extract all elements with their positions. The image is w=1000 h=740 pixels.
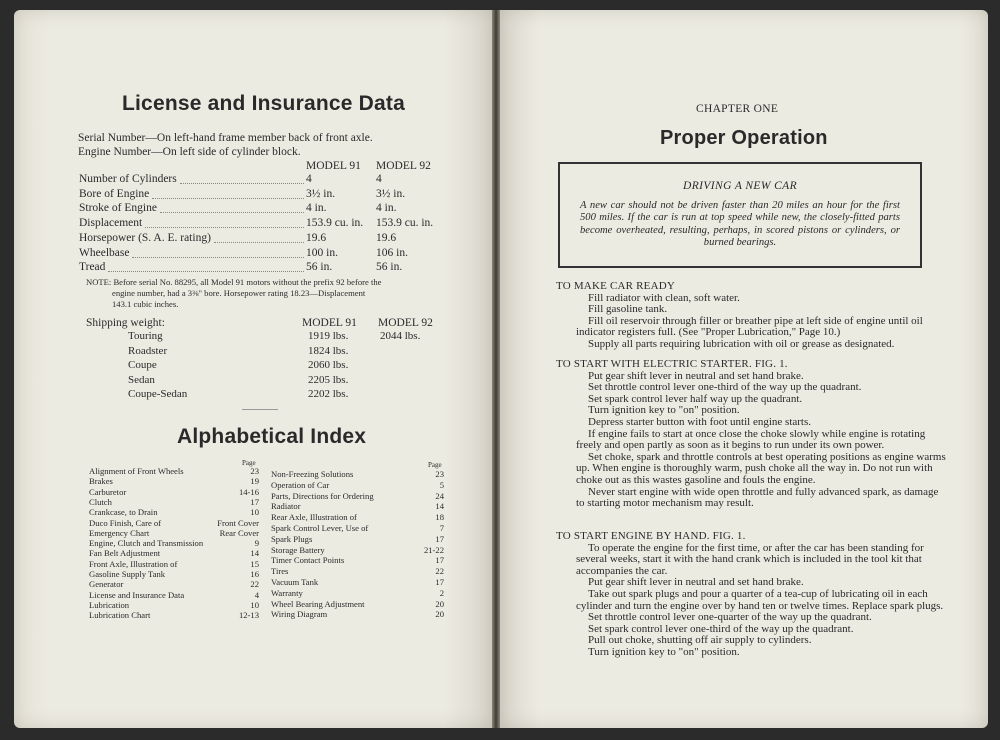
instruction-paragraph: Fill gasoline tank. [588,303,668,316]
index-page: 16 [250,569,259,579]
index-entry [271,566,444,577]
index-label: Duco Finish, Care of [89,517,162,528]
index-label: Generator [89,579,124,590]
shipping-model-91: 1824 lbs. [308,344,349,357]
index-page: 23 [435,469,444,479]
spec-model-92: 106 in. [376,246,408,259]
spec-row [79,217,449,232]
index-label: Lubrication Chart [89,610,151,621]
index-label: Lubrication [89,599,130,610]
index-page: 17 [250,496,259,507]
chapter-title: Proper Operation [660,127,828,149]
index-page: 14 [250,548,259,559]
spec-label: Horsepower (S. A. E. rating) [79,231,211,244]
instruction-section [556,531,946,659]
index-page: 19 [250,476,259,487]
spec-model-91: 19.6 [306,231,327,244]
index-label: Front Axle, Illustration of [89,558,178,569]
index-label: Operation of Car [271,479,330,490]
section-body [576,371,946,510]
instruction-section [556,359,946,510]
index-entry [271,512,444,523]
index-page: 4 [254,589,259,600]
index-label: Tires [271,566,289,577]
spec-row [79,202,449,217]
shipping-model-92-header: MODEL 92 [378,317,433,329]
index-label: Storage Battery [271,544,325,555]
index-page: 20 [435,609,444,620]
shipping-row [128,345,428,360]
notice-heading: DRIVING A NEW CAR [682,180,798,192]
instruction-paragraph: Put gear shift lever in neutral and set hand brake. [588,576,804,589]
instruction-paragraph: Fill oil reservoir through filler or breather pipe at left side of engine until oil indicator registers full. (See "Proper Lubrication," Page 10.) [576,314,923,339]
instruction-paragraph: Set throttle control lever one-quarter of the way up the quadrant. [588,611,872,624]
shipping-model-91: 2060 lbs. [308,359,349,371]
shipping-row [128,388,428,403]
model-91-header: MODEL 91 [306,160,361,172]
index-page: 7 [439,523,444,533]
serial-number-line: Serial Number—On left-hand frame member back of front axle. [78,132,373,144]
spec-row [79,173,449,188]
note-line-2: engine number, had a 3⅜" bore. Horsepower rating 18.23—Displacement [112,288,366,298]
dot-leader [145,227,304,228]
dot-leader [160,212,304,213]
index-label: Radiator [271,501,301,512]
index-entry [89,610,259,621]
divider [242,409,278,410]
index-page: 15 [250,558,259,569]
instruction-paragraph: If engine fails to start at once close the choke slowly while engine is rotating freely and open partly as soon as it begins to run under its own power. [576,427,926,452]
spec-model-91: 4 in. [306,202,327,215]
shipping-model-91-header: MODEL 91 [302,317,357,329]
index-page: 17 [435,577,444,587]
book-spine [492,10,500,728]
index-label: Parts, Directions for Ordering [271,490,374,501]
instruction-paragraph: Set throttle control lever one-third of the way up the quadrant. [588,381,862,394]
notice-text: A new car should not be driven faster than 20 miles an hour for the first 500 miles. If the car is run at top speed while new, the closely-fitted parts become overheated, resulting, perhaps, in scored pistons or cylinders, or burned bearings. [580,200,900,248]
note-line-3: 143.1 cubic inches. [112,299,179,309]
spec-model-91: 153.9 cu. in. [306,217,364,230]
spec-model-92: 4 in. [376,202,397,215]
index-entry [271,577,444,588]
spec-model-91: 100 in. [306,246,338,259]
index-page: 14 [435,501,444,512]
index-page: 17 [435,533,444,544]
index-label: Vacuum Tank [271,577,319,587]
index-label: Gasoline Supply Tank [89,569,166,579]
dot-leader [132,257,304,258]
instruction-paragraph: Depress starter button with foot until engine starts. [588,415,812,428]
index-page: 9 [254,538,259,549]
instruction-paragraph: Set choke, spark and throttle controls at best operating positions as engine warms up. When engine is thoroughly warm, push choke all the way in. Do not run with choke out as this wastes gasoline and fouls the engine. [576,450,946,486]
shipping-weight-label: Shipping weight: [86,317,165,329]
index-entry [271,523,444,534]
engine-number-line: Engine Number—On left side of cylinder block. [78,146,301,158]
index-entry [271,534,444,545]
dot-leader [214,242,304,243]
index-label: License and Insurance Data [89,589,185,600]
index-page: 22 [250,579,259,590]
index-label: Crankcase, to Drain [89,507,158,518]
index-page: 14-16 [238,486,259,497]
index-label: Engine, Clutch and Transmission [89,538,204,549]
index-entry [271,491,444,502]
section-heading: TO START ENGINE BY HAND. FIG. 1. [556,530,746,542]
index-label: Alignment of Front Wheels [89,466,184,476]
model-92-header: MODEL 92 [376,160,431,172]
spec-row [79,261,449,276]
spec-row [79,188,449,203]
index-entry [271,555,444,566]
instruction-section [556,281,946,351]
shipping-row [128,330,428,345]
instruction-paragraph: To operate the engine for the first time, or after the car has been standing for several weeks, start it with the hand crank which is included in the tool kit that accompanies the car. [576,541,924,577]
index-label: Wiring Diagram [271,609,328,620]
spec-row [79,232,449,247]
shipping-model-92: 2044 lbs. [380,330,421,342]
note-line-1: NOTE: Before serial No. 88295, all Model 91 motors without the prefix 92 before the [86,277,382,287]
index-page-header-right: Page [428,461,442,469]
shipping-label: Coupe-Sedan [128,388,188,400]
spec-model-92: 19.6 [376,231,397,244]
dot-leader [180,183,304,184]
index-label: Spark Control Lever, Use of [271,523,369,533]
section-body [576,543,946,659]
spec-label: Tread [79,261,106,274]
instruction-paragraph: Pull out choke, shutting off air supply to cylinders. [588,634,812,647]
spec-model-92: 4 [376,173,382,185]
instruction-paragraph: Never start engine with wide open throttle and fully advanced spark, as damage to starting motor mechanism may result. [576,485,939,510]
spec-row [79,247,449,262]
index-page: 17 [435,555,444,566]
index-page: 10 [250,507,259,518]
dot-leader [108,271,304,272]
instruction-paragraph: Put gear shift lever in neutral and set hand brake. [588,369,804,382]
shipping-label: Touring [128,330,163,342]
index-label: Emergency Chart [89,527,150,538]
index-page: 20 [435,598,444,609]
spec-label: Displacement [79,217,143,230]
shipping-row [128,359,428,374]
section-heading: TO START WITH ELECTRIC STARTER. FIG. 1. [556,358,788,370]
shipping-model-91: 2205 lbs. [308,373,349,386]
index-entry [271,469,444,480]
index-page: 10 [250,599,259,610]
shipping-model-91: 2202 lbs. [308,388,349,400]
index-page: 23 [250,466,259,476]
index-entry [271,599,444,610]
shipping-label: Roadster [128,344,168,357]
instruction-paragraph: Turn ignition key to "on" position. [588,645,740,658]
index-label: Spark Plugs [271,533,313,544]
index-page-header-left: Page [242,459,256,467]
index-entry [271,609,444,620]
instruction-paragraph: Turn ignition key to "on" position. [588,404,740,417]
instruction-paragraph: Set spark control lever one-third of the way up the quadrant. [588,622,854,635]
instruction-paragraph: Supply all parts requiring lubrication with oil or grease as designated. [588,337,895,350]
spec-label: Bore of Engine [79,187,150,200]
index-page: 21-22 [423,544,444,555]
section-body [576,293,946,351]
index-page: Front Cover [217,517,259,528]
spec-model-92: 153.9 cu. in. [376,217,434,230]
index-entry [271,480,444,491]
index-page: 18 [435,512,444,523]
spec-model-91: 4 [306,173,312,185]
index-page: 22 [435,566,444,577]
index-label: Rear Axle, Illustration of [271,512,357,523]
shipping-model-91: 1919 lbs. [308,330,349,342]
shipping-label: Coupe [128,359,157,371]
index-label: Non-Freezing Solutions [271,469,354,479]
index-label: Timer Contact Points [271,555,345,566]
shipping-label: Sedan [128,373,155,386]
instruction-paragraph: Set spark control lever half way up the quadrant. [588,392,803,405]
index-entry [271,501,444,512]
spec-model-91: 3½ in. [306,187,336,200]
index-page: 12-13 [238,610,259,621]
instruction-paragraph: Take out spark plugs and pour a quarter of a tea-cup of lubricating oil in each cylinder and turn the engine over by hand ten or twelve times. Replace spark plugs. [576,587,944,612]
license-title: License and Insurance Data [122,92,405,115]
index-page: 24 [435,490,444,501]
index-page: 2 [439,587,444,598]
spec-label: Wheelbase [79,246,130,259]
section-heading: TO MAKE CAR READY [556,280,676,292]
index-entry [271,588,444,599]
spec-model-91: 56 in. [306,261,333,274]
index-page: Rear Cover [219,527,259,538]
instruction-paragraph: Fill radiator with clean, soft water. [588,291,740,304]
index-label: Wheel Bearing Adjustment [271,598,365,609]
index-label: Clutch [89,496,112,507]
spec-model-92: 3½ in. [376,187,406,200]
index-page: 5 [439,479,444,490]
index-title: Alphabetical Index [177,425,367,448]
shipping-row [128,374,428,389]
dot-leader [152,198,304,199]
new-car-notice-box [558,162,922,268]
index-label: Carburetor [89,486,127,497]
spec-label: Stroke of Engine [79,202,157,215]
spec-label: Number of Cylinders [79,173,177,185]
index-entry [271,545,444,556]
chapter-label: CHAPTER ONE [696,103,779,115]
spec-model-92: 56 in. [376,261,403,274]
index-label: Brakes [89,476,113,487]
index-label: Fan Belt Adjustment [89,548,161,559]
index-label: Warranty [271,587,303,598]
